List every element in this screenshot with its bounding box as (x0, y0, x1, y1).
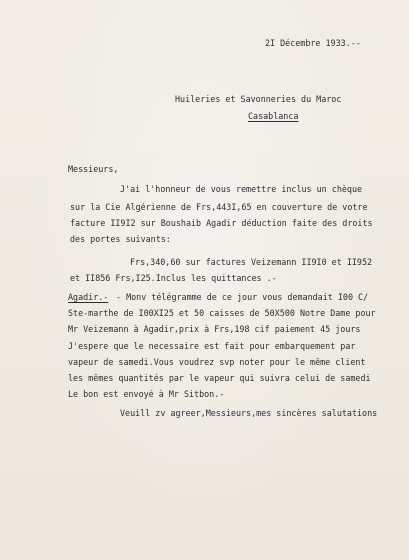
body-line: des portes suivants: (70, 234, 171, 244)
recipient-name: Huileries et Savonneries du Maroc (175, 94, 342, 104)
salutation: Messieurs, (68, 164, 119, 174)
body-line: facture II9I2 sur Boushaib Agadir déduction faite des droits (70, 218, 373, 228)
closing-line: Veuill zv agreer,Messieurs,mes sincères salutations (120, 408, 378, 418)
body-line: les mêmes quantités par le vapeur qui suivra celui de samedi (68, 373, 371, 383)
recipient-city: Casablanca (248, 111, 299, 121)
body-line: Mr Veizemann à Agadir,prix à Frs,198 cif paiement 45 jours (68, 324, 361, 334)
agadir-label: Agadir.- (68, 292, 109, 302)
body-line: vapeur de samedi.Vous voudrez svp noter pour le même client (68, 357, 366, 367)
body-line: Le bon est envoyé à Mr Sitbon.- (68, 389, 225, 399)
body-line: Ste-marthe de I00XI25 et 50 caisses de 50X500 Notre Dame pour (68, 308, 376, 318)
body-line: J'espere que le necessaire est fait pour embarquement par (68, 341, 356, 351)
body-line: Frs,340,60 sur factures Veizemann II9I0 et II952 (130, 257, 373, 267)
body-line: J'ai l'honneur de vous remettre inclus un chèque (120, 184, 363, 194)
body-line: - Monv télégramme de ce jour vous demandait I00 C/ (116, 292, 369, 302)
body-line: sur la Cie Algérienne de Frs,443I,65 en couverture de votre (70, 202, 368, 212)
letter-date: 2I Décembre 1933.-- (265, 38, 361, 48)
body-line: et II856 Frs,I25.Inclus les quittances .- (70, 273, 277, 283)
